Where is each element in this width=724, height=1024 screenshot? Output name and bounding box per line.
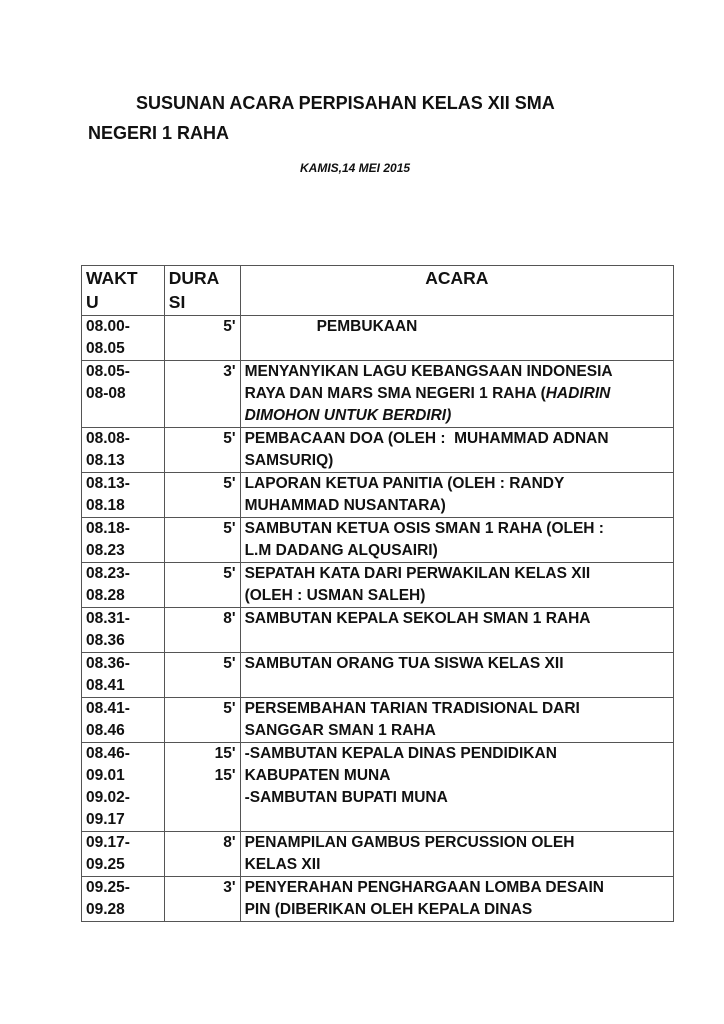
- table-row: [82, 743, 674, 832]
- time-cell: 08.08- 08.13: [82, 428, 165, 473]
- time-cell: 08.36- 08.41: [82, 653, 165, 698]
- title-line-1: SUSUNAN ACARA PERPISAHAN KELAS XII SMA: [136, 93, 555, 113]
- duration-cell: 5': [164, 316, 240, 361]
- duration-cell: 3': [164, 877, 240, 922]
- duration-cell: 5': [164, 698, 240, 743]
- table-row: [82, 698, 674, 743]
- event-cell: MENYANYIKAN LAGU KEBANGSAAN INDONESIA RAYA DAN MARS SMA NEGERI 1 RAHA (HADIRIN DIMOHON UNTUK BERDIRI): [240, 361, 673, 428]
- table-row: [82, 653, 674, 698]
- table-row: [82, 608, 674, 653]
- table-row: [82, 428, 674, 473]
- header-acara: ACARA: [240, 266, 673, 316]
- table-row: [82, 832, 674, 877]
- time-cell: 08.05- 08-08: [82, 361, 165, 428]
- duration-cell: 15' 15': [164, 743, 240, 832]
- event-cell: PERSEMBAHAN TARIAN TRADISIONAL DARI SANGGAR SMAN 1 RAHA: [240, 698, 673, 743]
- time-cell: 08.23- 08.28: [82, 563, 165, 608]
- event-cell: -SAMBUTAN KEPALA DINAS PENDIDIKAN KABUPATEN MUNA -SAMBUTAN BUPATI MUNA: [240, 743, 673, 832]
- duration-cell: 5': [164, 518, 240, 563]
- event-date: KAMIS,14 MEI 2015: [300, 161, 411, 175]
- table-row: [82, 518, 674, 563]
- event-cell: SAMBUTAN ORANG TUA SISWA KELAS XII: [240, 653, 673, 698]
- table-row: [82, 473, 674, 518]
- time-cell: 08.13- 08.18: [82, 473, 165, 518]
- event-cell: PEMBACAAN DOA (OLEH : MUHAMMAD ADNAN SAMSURIQ): [240, 428, 673, 473]
- table-row: [82, 563, 674, 608]
- schedule-table: [81, 265, 674, 922]
- time-cell: 08.18- 08.23: [82, 518, 165, 563]
- time-cell: 08.00- 08.05: [82, 316, 165, 361]
- table-header-row: [82, 266, 674, 316]
- event-cell: PENYERAHAN PENGHARGAAN LOMBA DESAIN PIN (DIBERIKAN OLEH KEPALA DINAS: [240, 877, 673, 922]
- header-durasi: DURA SI: [164, 266, 240, 316]
- header-waktu: WAKT U: [82, 266, 165, 316]
- duration-cell: 5': [164, 428, 240, 473]
- document-title: [88, 88, 648, 148]
- table-row: [82, 316, 674, 361]
- table-row: [82, 361, 674, 428]
- duration-cell: 5': [164, 653, 240, 698]
- time-cell: 09.25- 09.28: [82, 877, 165, 922]
- event-cell: SAMBUTAN KETUA OSIS SMAN 1 RAHA (OLEH : L.M DADANG ALQUSAIRI): [240, 518, 673, 563]
- title-line-2: NEGERI 1 RAHA: [88, 123, 230, 143]
- time-cell: 08.46- 09.01 09.02- 09.17: [82, 743, 165, 832]
- duration-cell: 8': [164, 608, 240, 653]
- duration-cell: 8': [164, 832, 240, 877]
- time-cell: 09.17- 09.25: [82, 832, 165, 877]
- time-cell: 08.31- 08.36: [82, 608, 165, 653]
- event-cell: LAPORAN KETUA PANITIA (OLEH : RANDY MUHAMMAD NUSANTARA): [240, 473, 673, 518]
- duration-cell: 3': [164, 361, 240, 428]
- time-cell: 08.41- 08.46: [82, 698, 165, 743]
- table-row: [82, 877, 674, 922]
- event-cell: SAMBUTAN KEPALA SEKOLAH SMAN 1 RAHA: [240, 608, 673, 653]
- duration-cell: 5': [164, 473, 240, 518]
- event-cell: SEPATAH KATA DARI PERWAKILAN KELAS XII (OLEH : USMAN SALEH): [240, 563, 673, 608]
- event-cell: PEMBUKAAN: [240, 316, 673, 361]
- duration-cell: 5': [164, 563, 240, 608]
- event-cell: PENAMPILAN GAMBUS PERCUSSION OLEH KELAS XII: [240, 832, 673, 877]
